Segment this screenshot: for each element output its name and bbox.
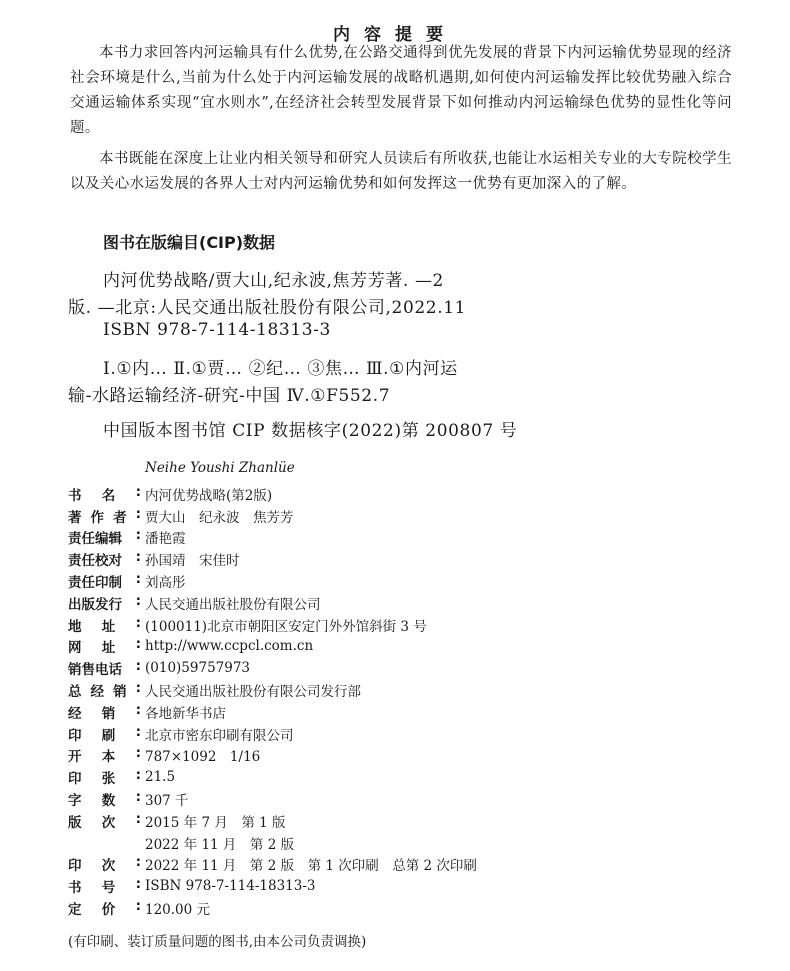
info-value: 贾大山 纪永波 焦芳芳 xyxy=(145,509,294,526)
info-label: 书 号 : xyxy=(68,876,141,897)
info-row xyxy=(68,679,477,701)
info-label: 开 本 : xyxy=(68,745,141,766)
info-value: 21.5 xyxy=(145,769,176,786)
info-value: 潘艳霞 xyxy=(145,531,186,548)
info-label: 书 名 : xyxy=(68,483,141,504)
info-value: 各地新华书店 xyxy=(145,705,226,722)
cip-heading: 图书在版编目(CIP)数据 xyxy=(103,233,276,252)
info-row xyxy=(68,745,477,767)
info-label: 印 次 : xyxy=(68,854,141,875)
info-value: 2015 年 7 月 第 1 版 xyxy=(145,814,286,831)
info-label: 印 张 : xyxy=(68,767,141,788)
info-label: 销售电话 : xyxy=(68,658,141,679)
info-row xyxy=(68,701,477,723)
cip-classification-2: 输-水路运输经济-研究-中国 Ⅳ.①F552.7 xyxy=(68,386,391,406)
info-value: (100011)北京市朝阳区安定门外外馆斜街 3 号 xyxy=(145,618,427,635)
info-label: 经 销 : xyxy=(68,701,141,722)
info-label: 责任编辑 : xyxy=(68,527,141,548)
info-row xyxy=(68,875,477,897)
footer-note: (有印刷、装订质量问题的图书,由本公司负责调换) xyxy=(68,934,367,950)
info-row xyxy=(68,832,477,854)
info-label: 字 数 : xyxy=(68,789,141,810)
info-row xyxy=(68,570,477,592)
info-value: 内河优势战略(第2版) xyxy=(145,487,273,504)
summary-paragraph-1: 本书力求回答内河运输具有什么优势,在公路交通得到优先发展的背景下内河运输优势显现的经济社会环境是什么,当前为什么处于内河运输发展的战略机遇期,如何使内河运输发挥比较优势融入综合交通运输体系实现“宜水则水”,在经济社会转型发展背景下如何推动内河运输绿色优势的显性化等问题。 xyxy=(70,45,732,136)
info-value: 787×1092 1/16 xyxy=(145,749,261,766)
info-row xyxy=(68,505,477,527)
info-row xyxy=(68,854,477,876)
info-value: (010)59757973 xyxy=(145,660,251,677)
info-label: 印 刷 : xyxy=(68,723,141,744)
info-row xyxy=(68,723,477,745)
info-row xyxy=(68,810,477,832)
info-row xyxy=(68,897,477,919)
cip-record-number: 中国版本图书馆 CIP 数据核字(2022)第 200807 号 xyxy=(103,421,518,441)
publication-info-table xyxy=(68,483,477,919)
cip-isbn: ISBN 978-7-114-18313-3 xyxy=(103,320,331,340)
info-label: 责任印制 : xyxy=(68,571,141,592)
info-row xyxy=(68,788,477,810)
info-label: 责任校对 : xyxy=(68,549,141,570)
info-label: 地 址 : xyxy=(68,614,141,635)
info-label: 定 价 : xyxy=(68,898,141,919)
cip-line-1: 内河优势战略/贾大山,纪永波,焦芳芳著. —2 xyxy=(103,271,444,291)
info-value: http://www.ccpcl.com.cn xyxy=(145,638,314,655)
info-row xyxy=(68,592,477,614)
info-value: 刘高彤 xyxy=(145,575,186,592)
info-row xyxy=(68,527,477,549)
info-value: 孙国靖 宋佳时 xyxy=(145,553,240,570)
info-row xyxy=(68,614,477,636)
page-title: 内容提要 xyxy=(333,25,457,45)
info-row xyxy=(68,483,477,505)
info-label: 版 次 : xyxy=(68,810,141,831)
info-label: 网 址 : xyxy=(68,636,141,657)
info-value: 2022 年 11 月 第 2 版 xyxy=(145,836,295,853)
info-value: ISBN 978-7-114-18313-3 xyxy=(145,878,316,895)
info-row xyxy=(68,548,477,570)
cip-classification-1: Ⅰ.①内… Ⅱ.①贾… ②纪… ③焦… Ⅲ.①内河运 xyxy=(103,359,458,379)
info-value: 人民交通出版社股份有限公司 xyxy=(145,596,321,613)
info-value: 307 千 xyxy=(145,793,189,810)
cip-line-2: 版. —北京:人民交通出版社股份有限公司,2022.11 xyxy=(68,298,467,318)
info-label: 总 经 销 : xyxy=(68,680,141,701)
info-row xyxy=(68,766,477,788)
summary-paragraph-2: 本书既能在深度上让业内相关领导和研究人员读后有所收获,也能让水运相关专业的大专院校学生以及关心水运发展的各界人士对内河运输优势和如何发挥这一优势有更加深入的了解。 xyxy=(70,151,732,192)
info-label: 著 作 者 : xyxy=(68,505,141,526)
info-label: 出版发行 : xyxy=(68,592,141,613)
info-value: 人民交通出版社股份有限公司发行部 xyxy=(145,684,361,701)
info-row xyxy=(68,636,477,658)
info-value: 2022 年 11 月 第 2 版 第 1 次印刷 总第 2 次印刷 xyxy=(145,858,477,875)
info-row xyxy=(68,657,477,679)
info-value: 北京市密东印刷有限公司 xyxy=(145,727,294,744)
info-value: 120.00 元 xyxy=(145,902,211,919)
pinyin-title: Neihe Youshi Zhanlüe xyxy=(145,460,295,476)
